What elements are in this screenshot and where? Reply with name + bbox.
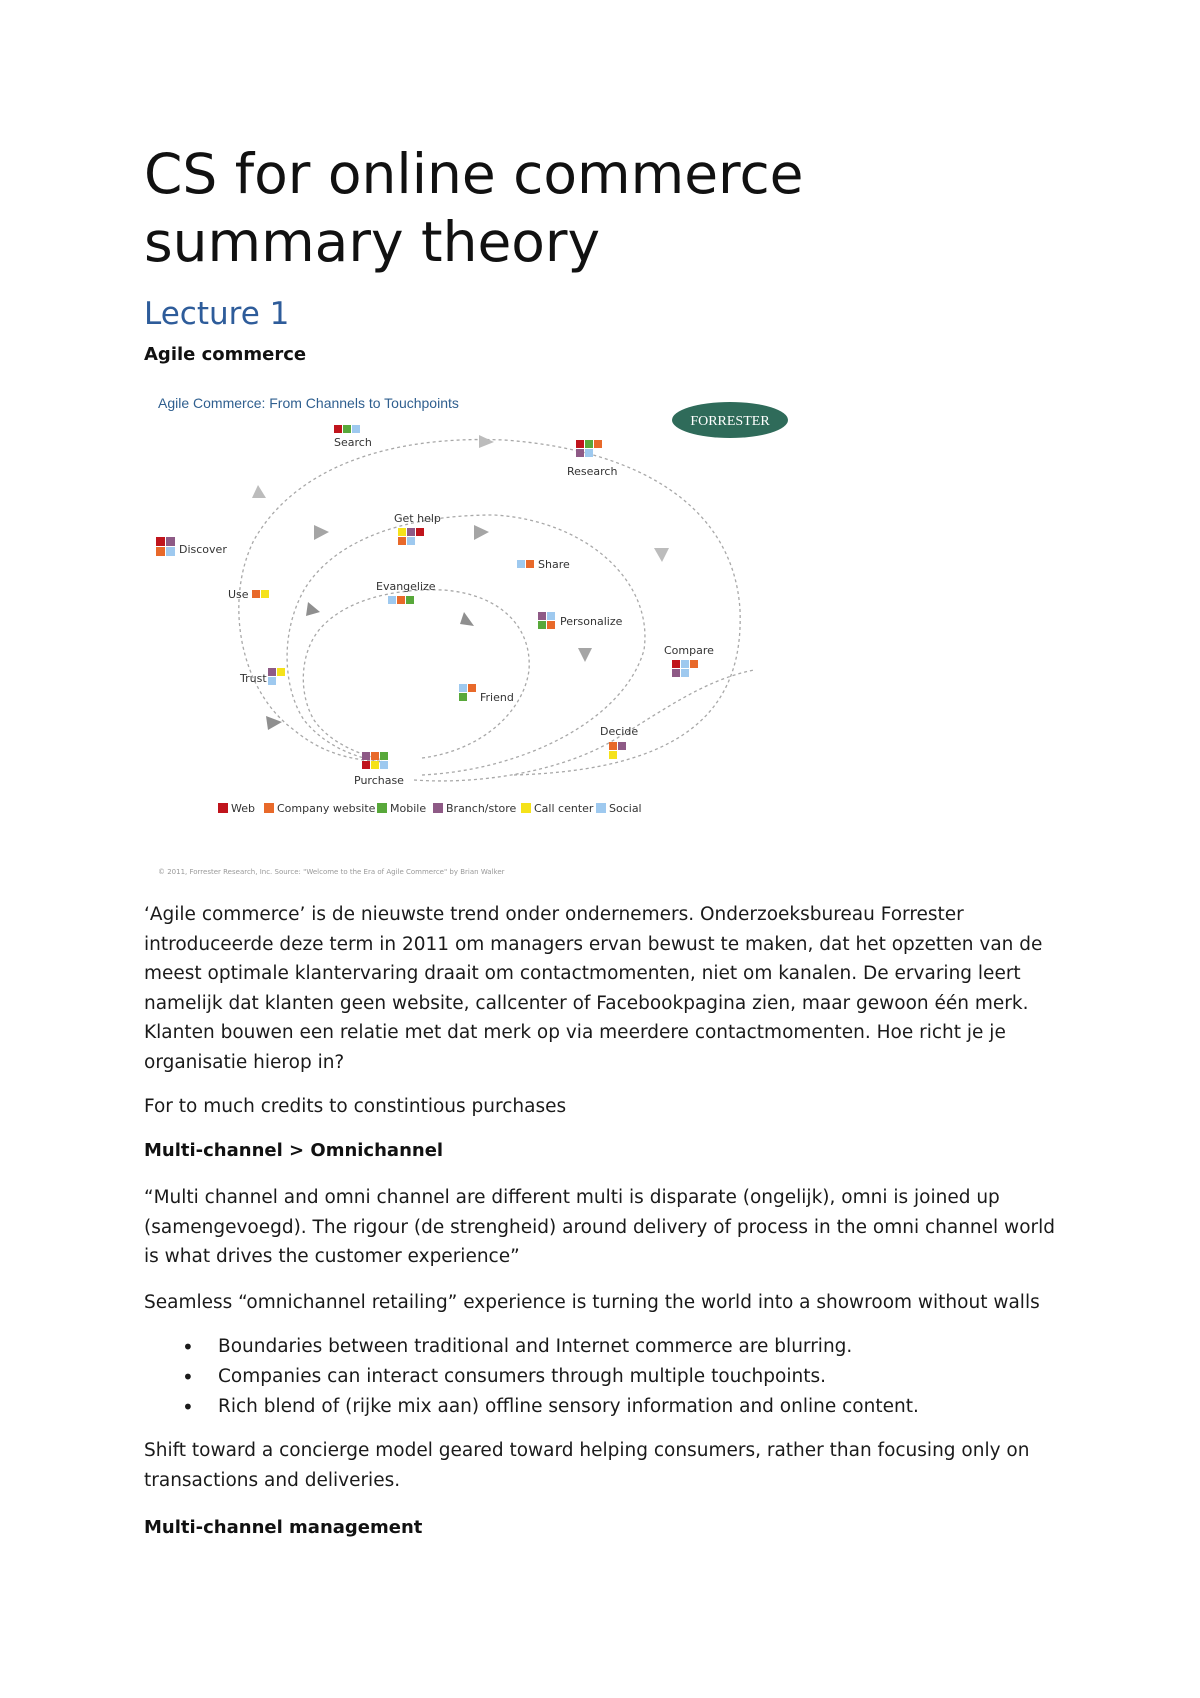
touchpoint-label-friend: Friend: [480, 691, 514, 704]
touchpoint-share: [517, 558, 570, 571]
paragraph-seamless: Seamless “omnichannel retailing” experience is turning the world into a showroom without walls: [144, 1292, 1040, 1313]
forrester-logo: [672, 402, 788, 438]
legend-swatch-social: [596, 803, 606, 813]
touchpoint-evangelize: [376, 580, 436, 604]
figure-title: Agile Commerce: From Channels to Touchpoints: [158, 395, 459, 411]
touchpoint-trust: [239, 668, 285, 685]
lecture-heading: Lecture 1: [144, 296, 290, 332]
document-title: [144, 140, 804, 276]
touchpoint-compare: [664, 644, 714, 677]
touchpoint-get-help: [394, 512, 441, 545]
legend-label-call-center: Call center: [534, 802, 594, 815]
legend-label-company-website: Company website: [277, 802, 376, 815]
section-heading-multi-omnichannel: Multi-channel > Omnichannel: [144, 1140, 444, 1161]
figure-copyright: © 2011, Forrester Research, Inc. Source: "Welcome to the Era of Agile Commerce" by Brian Walker: [158, 868, 505, 876]
touchpoint-label-use: Use: [228, 588, 249, 601]
touchpoint-label-share: Share: [538, 558, 570, 571]
title-line-2: summary theory: [144, 210, 601, 274]
agile-commerce-figure: [144, 390, 804, 880]
paragraph-credits: For to much credits to constintious purchases: [144, 1096, 567, 1117]
forrester-logo-text: FORRESTER: [690, 414, 770, 429]
touchpoint-label-personalize: Personalize: [560, 615, 623, 628]
touchpoint-search: [334, 425, 372, 449]
touchpoint-label-research: Research: [567, 465, 618, 478]
touchpoint-label-get-help: Get help: [394, 512, 441, 525]
bullet-list: [144, 1332, 1064, 1422]
touchpoint-label-purchase: Purchase: [354, 774, 404, 787]
legend-swatch-branch-store: [433, 803, 443, 813]
touchpoint-decide: [600, 725, 638, 759]
touchpoint-label-compare: Compare: [664, 644, 714, 657]
touchpoint-label-discover: Discover: [179, 543, 227, 556]
touchpoint-label-trust: Trust: [240, 672, 267, 685]
paragraph-shift: Shift toward a concierge model geared toward helping consumers, rather than focusing only on transactions and deliveries.: [144, 1440, 1030, 1491]
touchpoint-discover: [156, 537, 227, 556]
title-line-1: CS for online commerce: [144, 142, 804, 206]
legend-swatch-call-center: [521, 803, 531, 813]
legend-swatch-web: [218, 803, 228, 813]
touchpoint-label-decide: Decide: [600, 725, 639, 738]
legend-swatch-mobile: [377, 803, 387, 813]
legend-label-mobile: Mobile: [390, 802, 427, 815]
legend-swatch-company-website: [264, 803, 274, 813]
legend-label-branch-store: Branch/store: [446, 802, 517, 815]
touchpoint-research: [567, 440, 617, 478]
paragraph-agile-commerce: ‘Agile commerce’ is de nieuwste trend onder ondernemers. Onderzoeksbureau Forrester introduceerde deze term in 2011 om managers ervan bewust te maken, dat het opzetten van de meest optimale klantervaring draait om contactmomenten, niet om kanalen. De ervaring leert namelijk dat klanten geen website, callcenter of Facebookpagina zien, maar gewoon één merk. Klanten bouwen een relatie met dat merk op via meerdere contactmomenten. Hoe richt je je organisatie hierop in?: [144, 904, 1043, 1073]
bullet-item: • Boundaries between traditional and Internet commerce are blurring.: [144, 1332, 1064, 1362]
legend-label-web: Web: [231, 802, 255, 815]
section-heading-multi-channel-management: Multi-channel management: [144, 1517, 423, 1538]
legend-label-social: Social: [609, 802, 642, 815]
figure-legend: [218, 802, 642, 815]
section-heading-agile-commerce: Agile commerce: [144, 344, 307, 365]
paragraph-quote: “Multi channel and omni channel are different multi is disparate (ongelijk), omni is joined up (samengevoegd). The rigour (de strengheid) around delivery of process in the omni channel world is what drives the customer experience”: [144, 1187, 1055, 1267]
bullet-item: • Rich blend of (rijke mix aan) offline sensory information and online content.: [144, 1392, 1064, 1422]
agile-commerce-diagram: [144, 390, 804, 880]
touchpoint-label-evangelize: Evangelize: [376, 580, 436, 593]
touchpoint-friend: [459, 684, 514, 704]
touchpoint-personalize: [538, 612, 623, 629]
bullet-item: • Companies can interact consumers through multiple touchpoints.: [144, 1362, 1064, 1392]
touchpoint-use: [228, 588, 269, 601]
touchpoint-label-search: Search: [334, 436, 372, 449]
